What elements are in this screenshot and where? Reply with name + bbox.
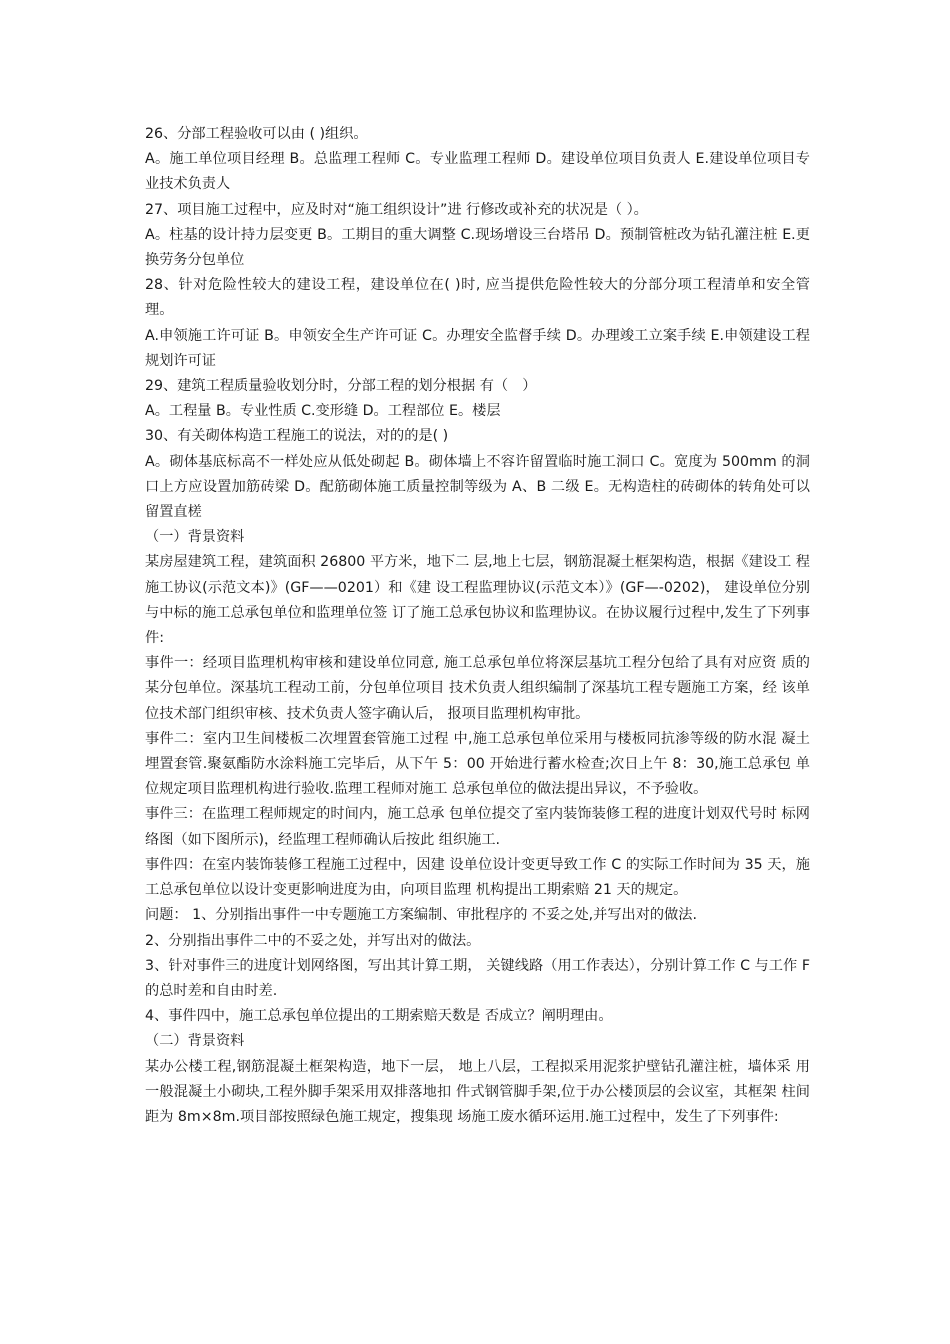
background-paragraph-1: 某房屋建筑工程，建筑面积 26800 平方米，地下二 层,地上七层，钢筋混凝土框架构造，根据《建设工 程施工协议(示范文本)》(GF——0201）和《建 设工程监理协议(示范文本）》(GF—-0202)， 建设单位分别与中标的施工总承包单位和监理单位签 订了施工总承包协议和监理协议。在协议履行过程中,发生了下列事件: [145,554,810,647]
question-27: 27、项目施工过程中，应及时对“施工组织设计”进 行修改或补充的状况是（ ）。 [145,201,648,218]
problem-4: 4、事件四中，施工总承包单位提出的工期索赔天数是 否成立？阐明理由。 [145,1008,613,1025]
document-body [145,122,810,1130]
question-28: 28、针对危险性较大的建设工程，建设单位在( )时, 应当提供危险性较大的分部分项工程清单和安全管理。 [145,277,810,319]
event-1-paragraph: 事件一：经项目监理机构审核和建设单位同意, 施工总承包单位将深层基坑工程分包给了具有对应资 质的某分包单位。深基坑工程动工前，分包单位项目 技术负责人组织编制了深基坑工程专题施工方案，经 该单位技术部门组织审核、技术负责人签字确认后， 报项目监理机构审批。 [145,655,810,722]
problem-3: 3、针对事件三的进度计划网络图，写出其计算工期， 关键线路（用工作表达），分别计算工作 C 与工作 F 的总时差和自由时差. [145,957,810,999]
problem-1: 问题： 1、分别指出事件一中专题施工方案编制、审批程序的 不妥之处,并写出对的做法. [145,907,698,924]
question-26-options: A。施工单位项目经理 B。总监理工程师 C。专业监理工程师 D。建设单位项目负责人 E.建设单位项目专业技术负责人 [145,151,810,193]
question-28-options: A.申领施工许可证 B。申领安全生产许可证 C。办理安全监督手续 D。办理竣工立案手续 E.申领建设工程规划许可证 [145,327,810,369]
question-29-options: A。工程量 B。专业性质 C.变形缝 D。工程部位 E。楼层 [145,403,501,420]
question-30: 30、有关砌体构造工程施工的说法，对的的是( ) [145,428,449,445]
question-29: 29、建筑工程质量验收划分时，分部工程的划分根据 有（ ） [145,378,537,395]
question-26: 26、分部工程验收可以由 ( )组织。 [145,126,368,142]
question-30-options: A。砌体基底标高不一样处应从低处砌起 B。砌体墙上不容许留置临时施工洞口 C。宽度为 500mm 的洞口上方应设置加筋砖梁 D。配筋砌体施工质量控制等级为 A、B 二级 E。无构造柱的砖砌体的转角处可以留置直槎 [145,453,810,521]
section-heading-2: （二）背景资料 [145,1033,245,1050]
question-27-options: A。柱基的设计持力层变更 B。工期目的重大调整 C.现场增设三台塔吊 D。预制管桩改为钻孔灌注桩 E.更换劳务分包单位 [145,226,810,269]
section-heading-1: （一）背景资料 [145,529,245,546]
event-4-paragraph: 事件四：在室内装饰装修工程施工过程中，因建 设单位设计变更导致工作 C 的实际工作时间为 35 天，施 工总承包单位以设计变更影响进度为由，向项目监理 机构提出工期索赔 21 天的规定。 [145,856,810,899]
event-3-paragraph: 事件三：在监理工程师规定的时间内，施工总承 包单位提交了室内装饰装修工程的进度计划双代号时 标网络图（如下图所示)，经监理工程师确认后按此 组织施工. [145,806,810,848]
problem-2: 2、分别指出事件二中的不妥之处，并写出对的做法。 [145,932,481,949]
event-2-paragraph: 事件二：室内卫生间楼板二次埋置套管施工过程 中,施工总承包单位采用与楼板同抗渗等级的防水混 凝土埋置套管.聚氨酯防水涂料施工完毕后，从下午 5：00 开始进行蓄水检查;次日上午 8：30,施工总承包 单位规定项目监理机构进行验收.监理工程师对施工 总承包单位的做法提出异议，不予验收。 [145,730,810,798]
background-paragraph-2: 某办公楼工程,钢筋混凝土框架构造，地下一层， 地上八层，工程拟采用泥浆护壁钻孔灌注桩，墙体采 用一般混凝土小砌块,工程外脚手架采用双排落地扣 件式钢管脚手架,位于办公楼顶层的会议室，其框架 柱间距为 8m×8m.项目部按照绿色施工规定，搜集现 场施工废水循环运用.施工过程中，发生了下列事件: [145,1058,810,1125]
